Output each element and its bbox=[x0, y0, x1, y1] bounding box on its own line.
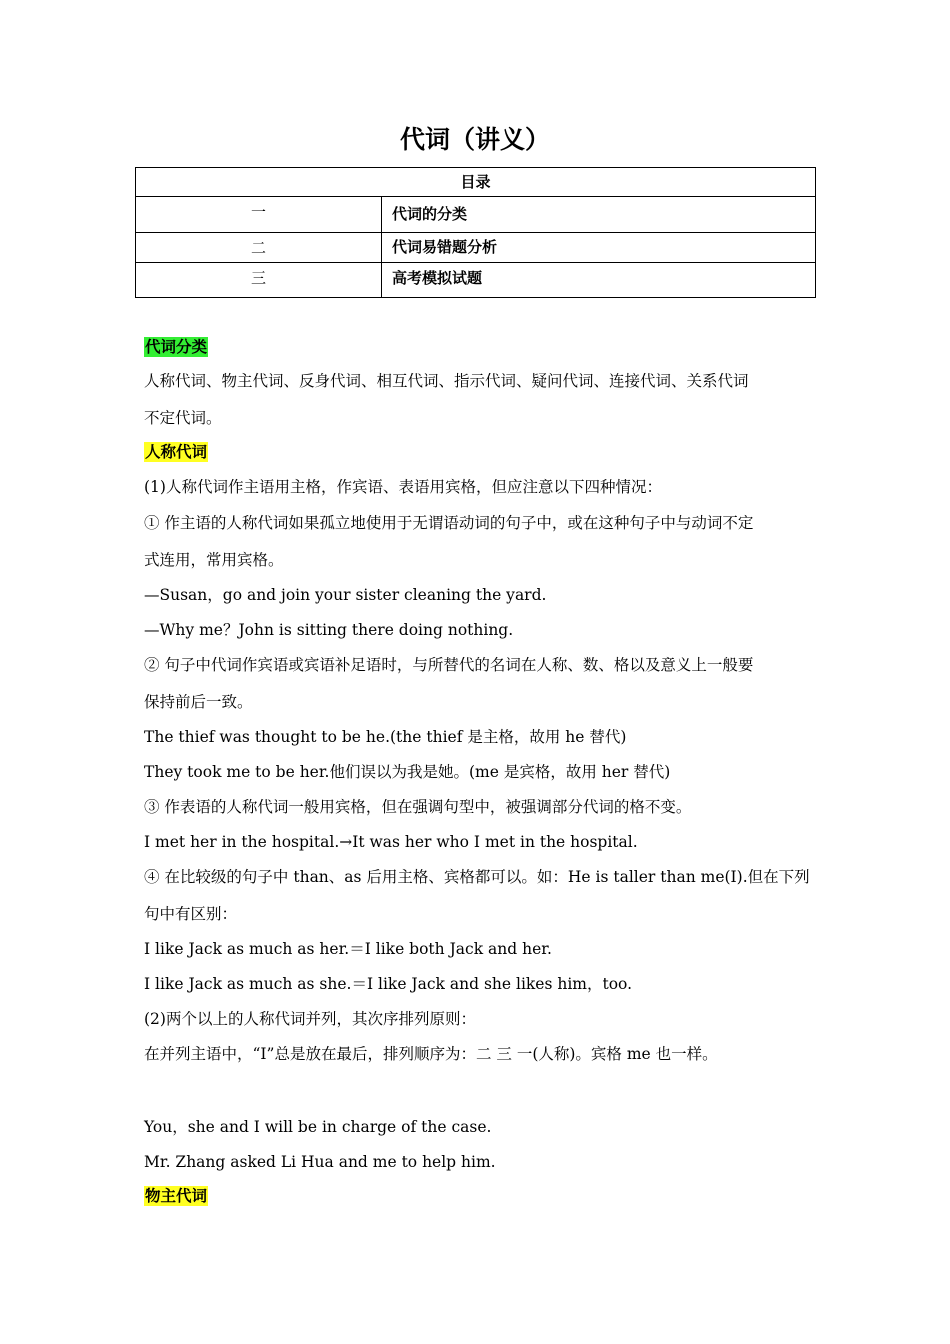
toc-topic: 代词易错题分析 bbox=[382, 233, 816, 263]
toc-number: 二 bbox=[136, 233, 382, 263]
paragraph-line: (1)人称代词作主语用主格，作宾语、表语用宾格，但应注意以下四种情况： bbox=[144, 478, 662, 496]
example-line: You，she and I will be in charge of the case. bbox=[144, 1118, 492, 1136]
paragraph-line: ① 作主语的人称代词如果孤立地使用于无谓语动词的句子中，或在这种句子中与动词不定 bbox=[144, 514, 754, 532]
paragraph-line: 在并列主语中，“I”总是放在最后，排列顺序为：二 三 一(人称)。宾格 me 也一样。 bbox=[144, 1045, 718, 1063]
section-heading-personal: 人称代词 bbox=[145, 443, 208, 461]
example-line: I met her in the hospital.→It was her who I met in the hospital. bbox=[144, 833, 638, 851]
paragraph-line: 不定代词。 bbox=[144, 409, 222, 427]
toc-topic: 高考模拟试题 bbox=[382, 263, 816, 298]
page-title: 代词（讲义） bbox=[399, 125, 550, 154]
example-line: They took me to be her.他们误以为我是她。(me 是宾格，故用 her 替代) bbox=[144, 763, 671, 781]
paragraph-line: ② 句子中代词作宾语或宾语补足语时，与所替代的名词在人称、数、格以及意义上一般要 bbox=[144, 656, 754, 674]
example-line: —Susan，go and join your sister cleaning the yard. bbox=[144, 586, 547, 604]
paragraph-line: 句中有区别： bbox=[144, 905, 238, 923]
table-of-contents bbox=[135, 167, 816, 298]
toc-topic: 代词的分类 bbox=[382, 197, 816, 233]
example-line: I like Jack as much as her.＝I like both Jack and her. bbox=[144, 940, 552, 958]
paragraph-line: ③ 作表语的人称代词一般用宾格，但在强调句型中，被强调部分代词的格不变。 bbox=[144, 798, 692, 816]
example-line: The thief was thought to be he.(the thief 是主格，故用 he 替代) bbox=[144, 728, 627, 746]
example-line: Mr. Zhang asked Li Hua and me to help him. bbox=[144, 1153, 496, 1171]
example-line: —Why me？John is sitting there doing nothing. bbox=[144, 621, 514, 639]
paragraph-line: (2)两个以上的人称代词并列，其次序排列原则： bbox=[144, 1010, 476, 1028]
toc-number: 三 bbox=[136, 263, 382, 298]
example-line: I like Jack as much as she.＝I like Jack and she likes him，too. bbox=[144, 975, 633, 993]
paragraph-line: 人称代词、物主代词、反身代词、相互代词、指示代词、疑问代词、连接代词、关系代词 bbox=[144, 372, 749, 390]
toc-header: 目录 bbox=[136, 168, 816, 197]
paragraph-line: 式连用，常用宾格。 bbox=[144, 551, 284, 569]
section-heading-classification: 代词分类 bbox=[145, 338, 208, 356]
paragraph-line: 保持前后一致。 bbox=[144, 693, 253, 711]
paragraph-line: ④ 在比较级的句子中 than、as 后用主格、宾格都可以。如：He is taller than me(I).但在下列 bbox=[144, 868, 810, 886]
toc-number: 一 bbox=[136, 197, 382, 233]
section-heading-possessive: 物主代词 bbox=[145, 1187, 208, 1205]
